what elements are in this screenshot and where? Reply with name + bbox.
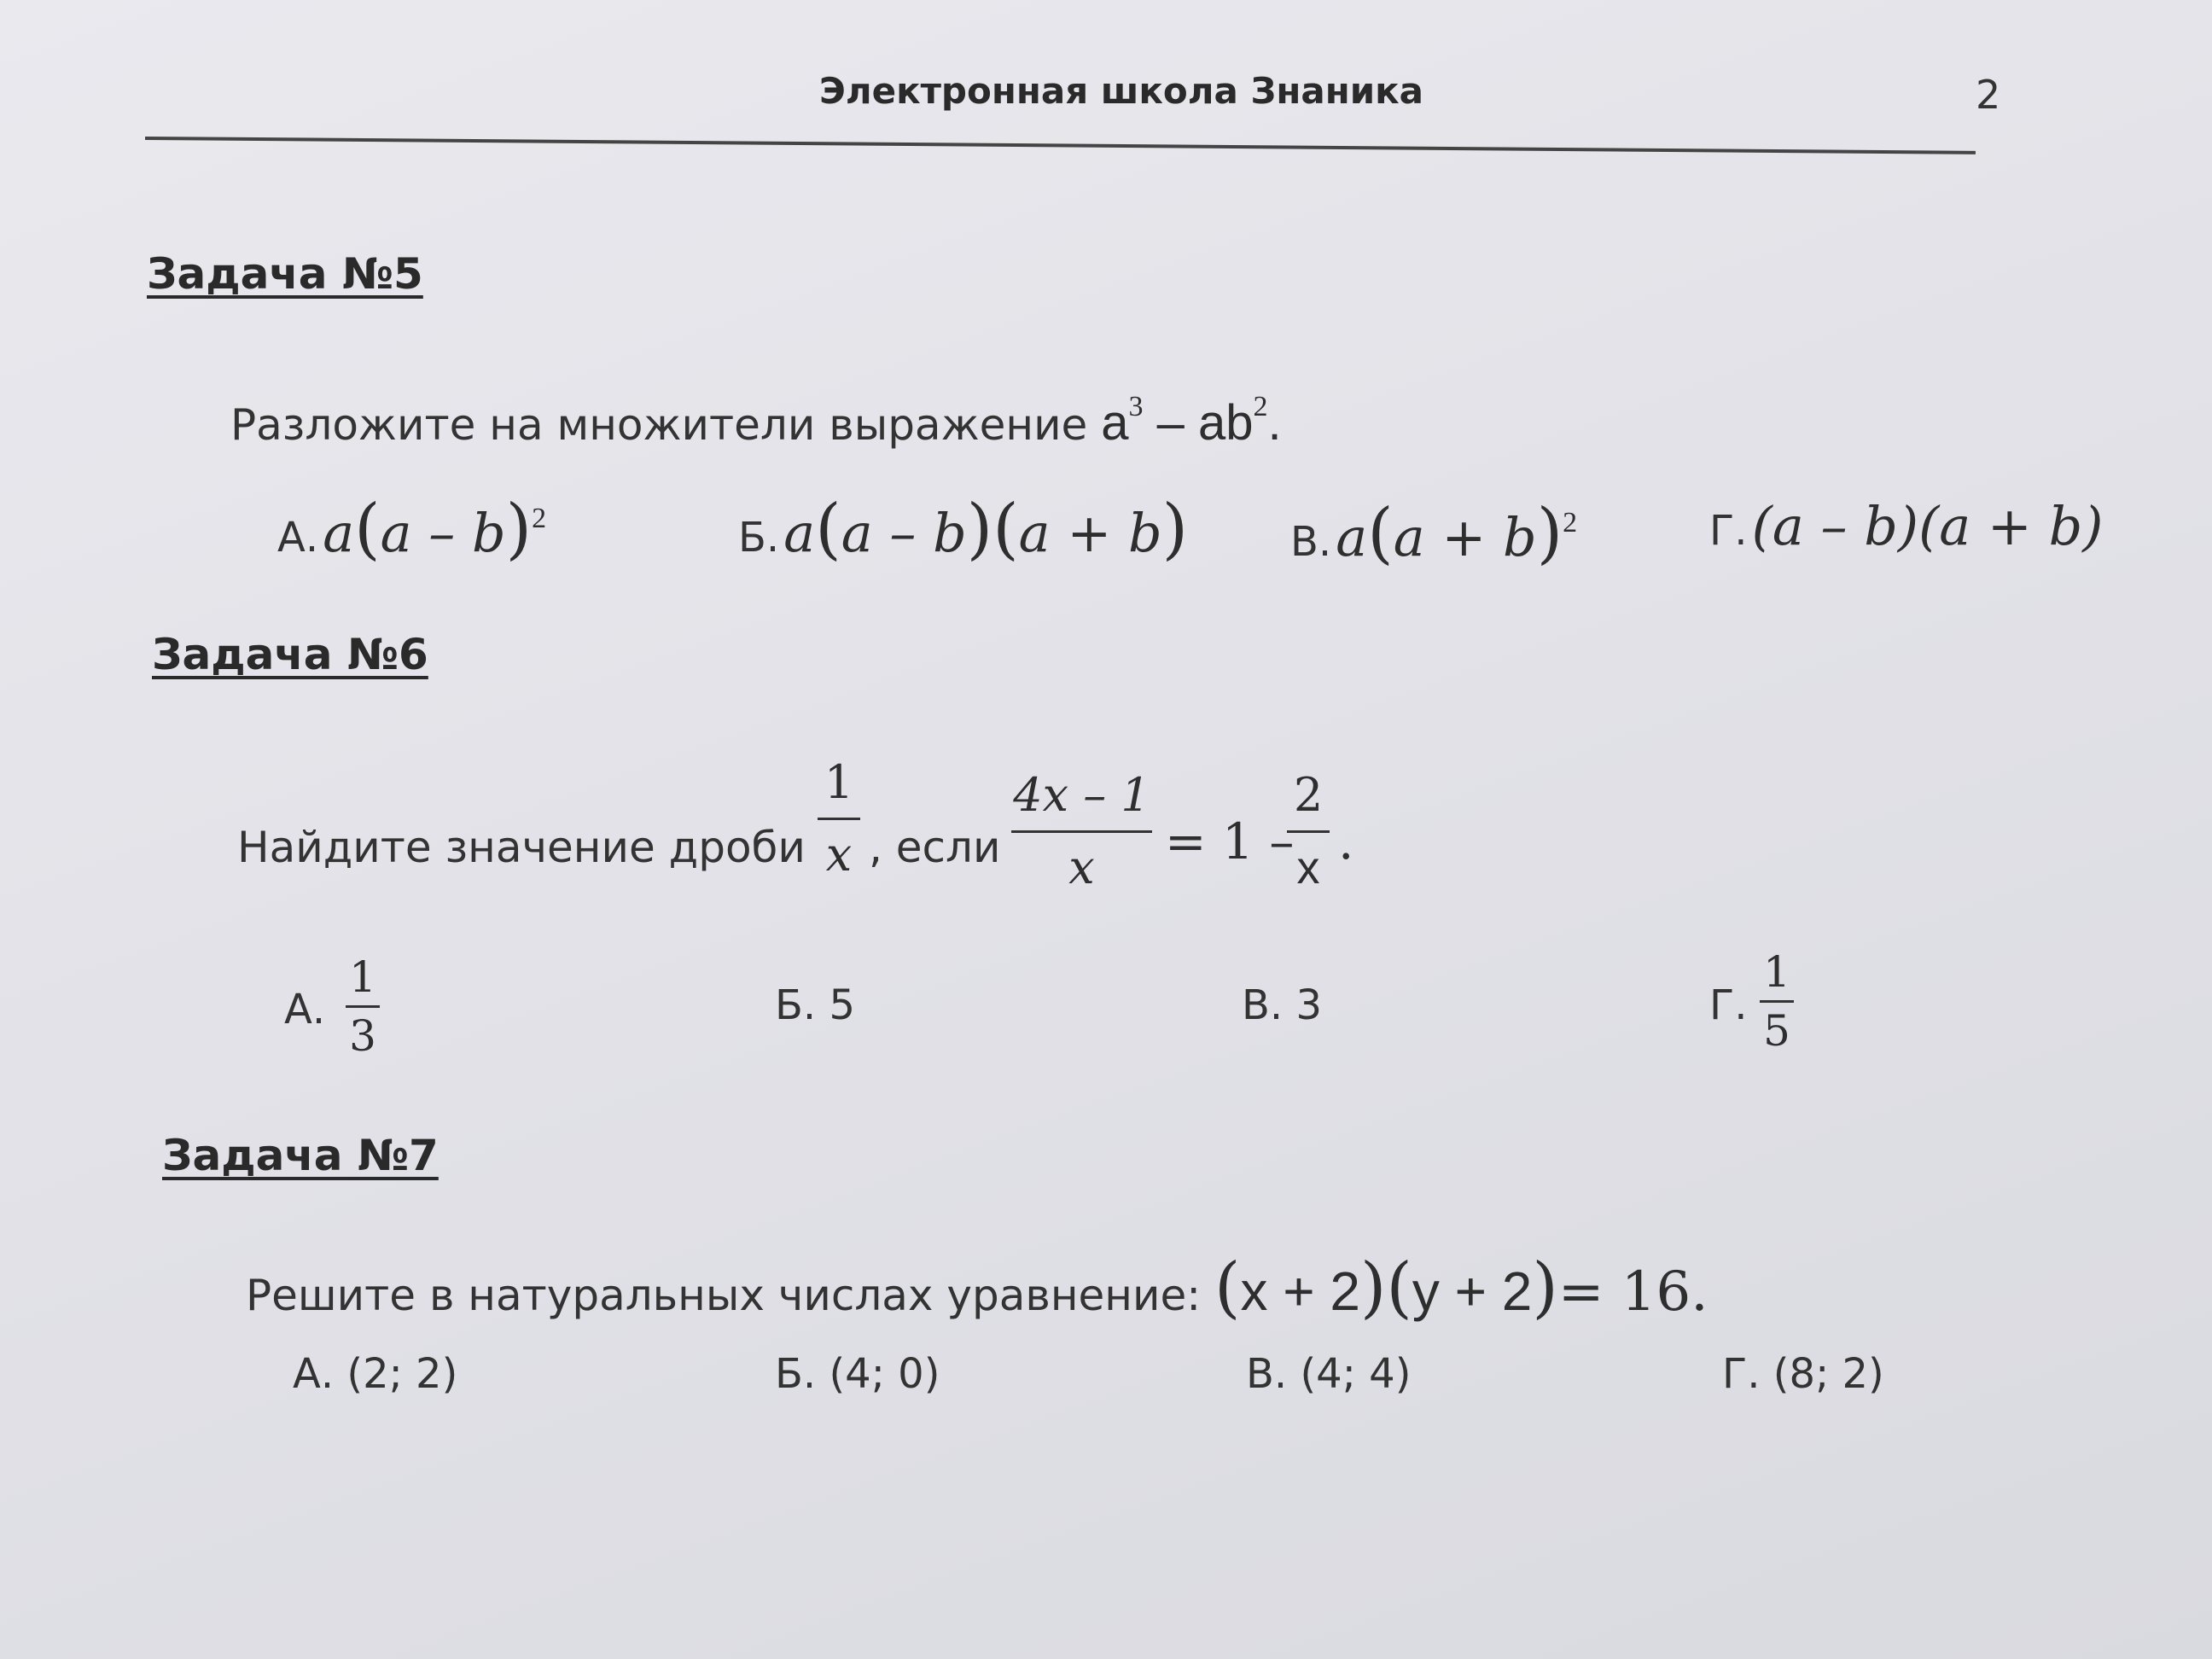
task5-expression: $a^3 - ab^2$. <box>1101 391 1282 451</box>
task7-option-a[interactable]: А. (2; 2) <box>293 1350 458 1398</box>
task6-option-a-label[interactable]: А. <box>284 986 326 1033</box>
task6-question-text: Найдите значение дроби <box>237 823 806 872</box>
task6-period: . <box>1338 812 1354 870</box>
task7-option-g[interactable]: Г. (8; 2) <box>1722 1350 1884 1398</box>
task7-equation: (x + 2)(y + 2)= 16. <box>1214 1249 1708 1326</box>
task7-question-text: Решите в натуральных числах уравнение: <box>246 1271 1202 1320</box>
header-divider <box>145 137 1976 154</box>
task6-option-b[interactable]: Б. 5 <box>775 981 855 1029</box>
task7-question <box>246 1249 1708 1326</box>
task6-fraction-2-over-x: 2 x <box>1287 772 1330 891</box>
task7-title: Задача №7 <box>162 1131 439 1180</box>
task6-option-a-fraction[interactable]: 1 3 <box>346 956 380 1057</box>
task6-title: Задача №6 <box>152 630 428 679</box>
task6-if-text: , если <box>869 823 1001 872</box>
task5-option-g[interactable]: Г. (a – b)(a + b) <box>1709 495 2104 557</box>
task5-option-v[interactable]: В. $a(a + b)^2$ <box>1290 495 1578 572</box>
task5-question-text: Разложите на множители выражение <box>230 400 1088 450</box>
page-number: 2 <box>1976 72 2001 118</box>
task5-title: Задача №5 <box>147 249 423 299</box>
task5-option-a[interactable]: А. a(a – b)$^2$ <box>277 491 547 568</box>
task6-fraction-4x-minus-1-over-x: 4x – 1 x <box>1011 772 1152 891</box>
task6-option-g-label[interactable]: Г. <box>1709 981 1748 1029</box>
header-title: Электронная школа Знаника <box>819 70 1423 112</box>
task7-option-v[interactable]: В. (4; 4) <box>1246 1350 1412 1398</box>
task6-fraction-1-over-x: 1 x <box>818 760 860 878</box>
task6-option-g-fraction[interactable]: 1 5 <box>1760 951 1794 1052</box>
task7-option-b[interactable]: Б. (4; 0) <box>775 1350 940 1398</box>
task5-option-b[interactable]: Б. a(a – b)(a + b) <box>738 491 1189 568</box>
task5-question <box>230 391 1282 451</box>
task6-option-v[interactable]: В. 3 <box>1242 981 1322 1029</box>
task6-equals-one-minus: = 1 – <box>1165 812 1295 870</box>
